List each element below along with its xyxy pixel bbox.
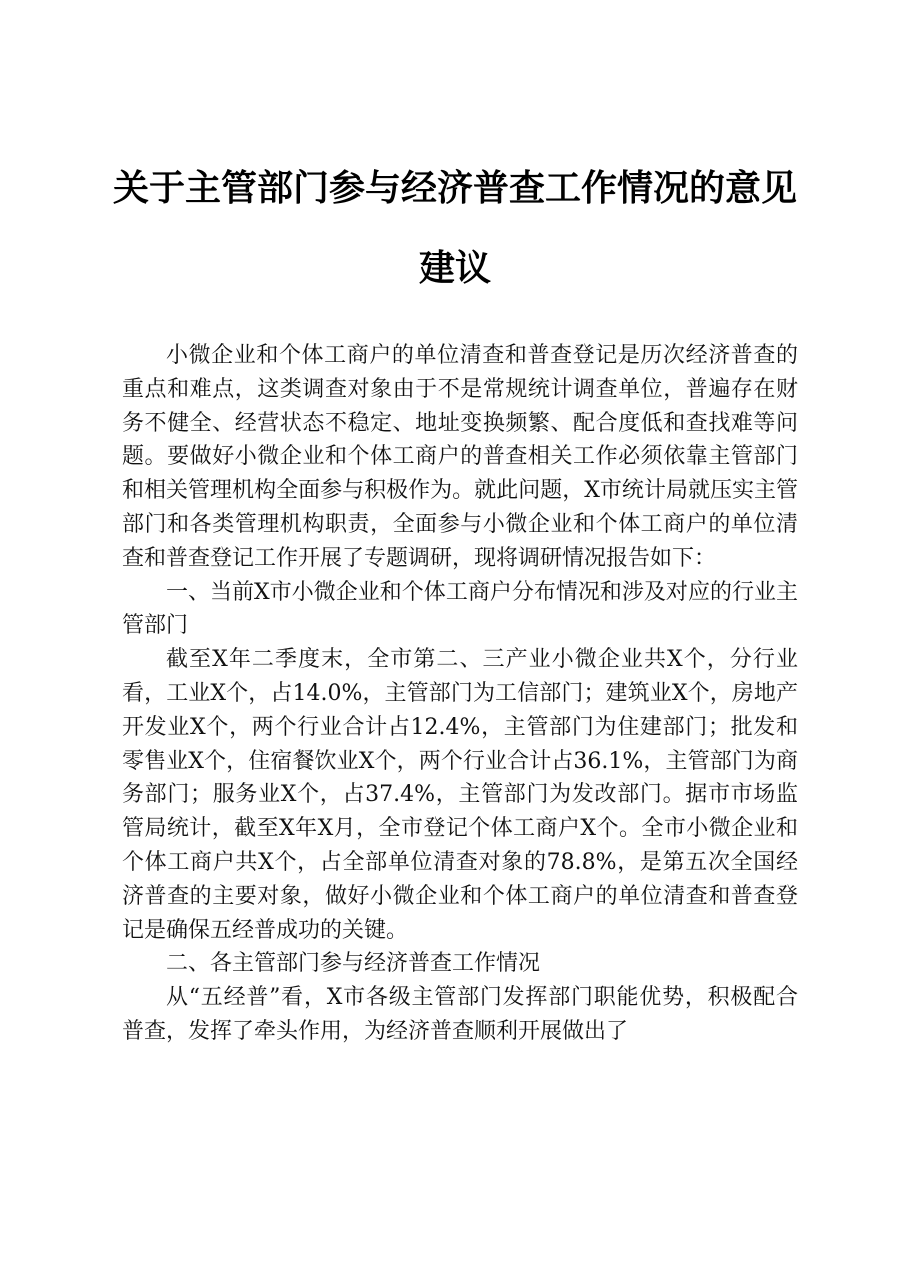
document-body	[122, 339, 798, 1049]
paragraph-intro: 小微企业和个体工商户的单位清查和普查登记是历次经济普查的重点和难点，这类调查对象由于不是常规统计调查单位，普遍存在财务不健全、经营状态不稳定、地址变换频繁、配合度低和查找难等问题。要做好小微企业和个体工商户的普查相关工作必须依靠主管部门和相关管理机构全面参与积极作为。就此问题，X市统计局就压实主管部门和各类管理机构职责，全面参与小微企业和个体工商户的单位清查和普查登记工作开展了专题调研，现将调研情况报告如下：	[122, 343, 798, 571]
document-title: 关于主管部门参与经济普查工作情况的意见建议	[112, 167, 797, 289]
section-heading-2: 二、各主管部门参与经济普查工作情况	[166, 951, 541, 977]
paragraph-distribution: 截至X年二季度末，全市第二、三产业小微企业共X个，分行业看，工业X个，占14.0%，主管部门为工信部门；建筑业X个，房地产开发业X个，两个行业合计占12.4%，主管部门为住建部门；批发和零售业X个，住宿餐饮业X个，两个行业合计占36.1%，主管部门为商务部门；服务业X个，占37.4%，主管部门为发改部门。据市市场监管局统计，截至X年X月，全市登记个体工商户X个。全市小微企业和个体工商户共X个，占全部单位清查对象的78.8%，是第五次全国经济普查的主要对象，做好小微企业和个体工商户的单位清查和普查登记是确保五经普成功的关键。	[122, 647, 798, 943]
section-heading-1: 一、当前X市小微企业和个体工商户分布情况和涉及对应的行业主管部门	[122, 579, 798, 639]
paragraph-participation: 从“五经普”看，X市各级主管部门发挥部门职能优势，积极配合普查，发挥了牵头作用，为经济普查顺利开展做出了	[122, 985, 798, 1044]
